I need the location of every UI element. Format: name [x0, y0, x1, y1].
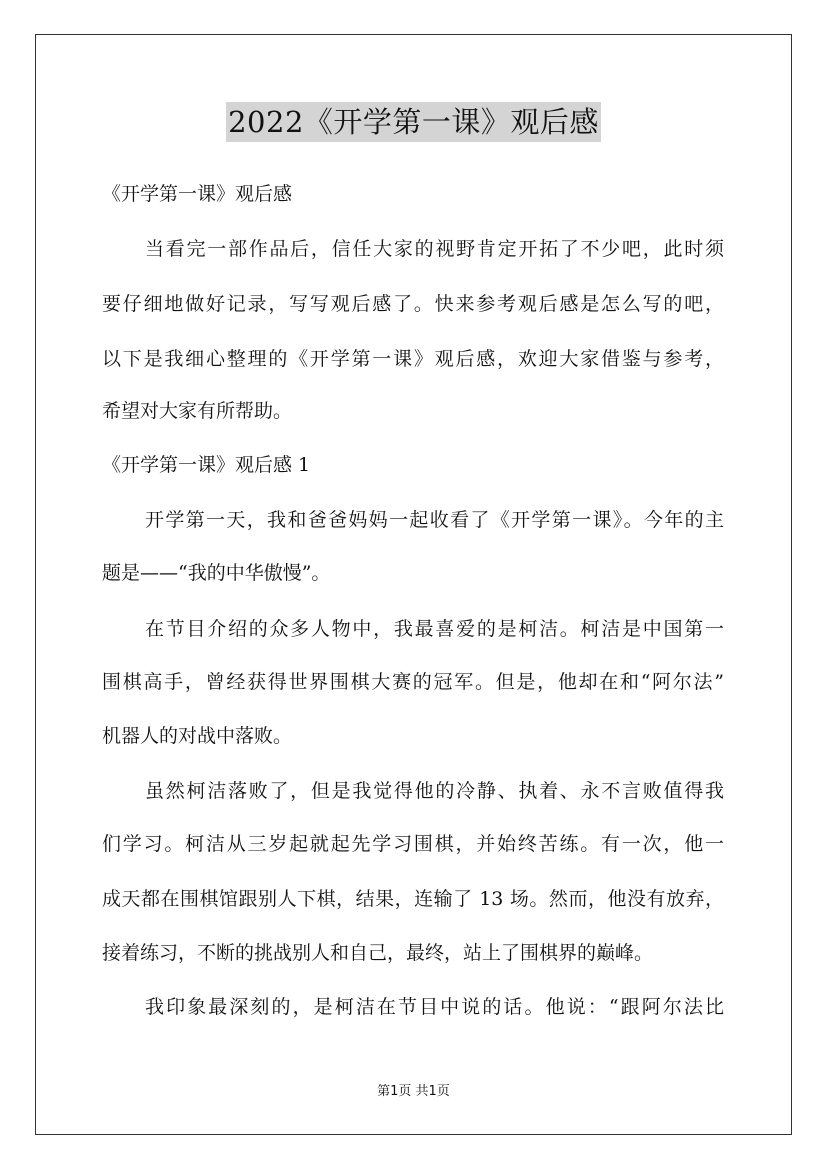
- paragraph-line: 在节目介绍的众多人物中，我最喜爱的是柯洁。柯洁是中国第一: [145, 618, 724, 640]
- title-container: [0, 102, 827, 142]
- paragraph-line: 机器人的对战中落败。: [102, 725, 293, 747]
- paragraph-line: 我印象最深刻的，是柯洁在节目中说的话。他说：“跟阿尔法比: [145, 996, 724, 1018]
- intro-line: 希望对大家有所帮助。: [102, 400, 293, 422]
- page-number: 第1页 共1页: [377, 1084, 450, 1099]
- intro-line: 以下是我细心整理的《开学第一课》观后感，欢迎大家借鉴与参考，: [102, 348, 724, 370]
- intro-line: 当看完一部作品后，信任大家的视野肯定开拓了不少吧，此时须: [145, 238, 724, 260]
- paragraph-line: 接着练习，不断的挑战别人和自己，最终，站上了围棋界的巅峰。: [102, 942, 654, 964]
- paragraph-line: 们学习。柯洁从三岁起就起先学习围棋，并始终苦练。有一次，他一: [102, 833, 724, 855]
- paragraph-line: 围棋高手，曾经获得世界围棋大赛的冠军。但是，他却在和“阿尔法”: [102, 671, 724, 693]
- paragraph-line: 题是——“我的中华傲慢”。: [102, 562, 331, 584]
- paragraph-line: 虽然柯洁落败了，但是我觉得他的冷静、执着、永不言败值得我: [145, 780, 724, 802]
- paragraph-line: 开学第一天，我和爸爸妈妈一起收看了《开学第一课》。今年的主: [145, 509, 724, 531]
- document-title: 2022《开学第一课》观后感: [226, 102, 601, 142]
- section-heading: 《开学第一课》观后感 1: [102, 454, 311, 476]
- paragraph-line: 成天都在围棋馆跟别人下棋，结果，连输了 13 场。然而，他没有放弃，: [102, 888, 724, 910]
- subtitle: 《开学第一课》观后感: [102, 183, 293, 205]
- intro-line: 要仔细地做好记录，写写观后感了。快来参考观后感是怎么写的吧，: [102, 293, 724, 315]
